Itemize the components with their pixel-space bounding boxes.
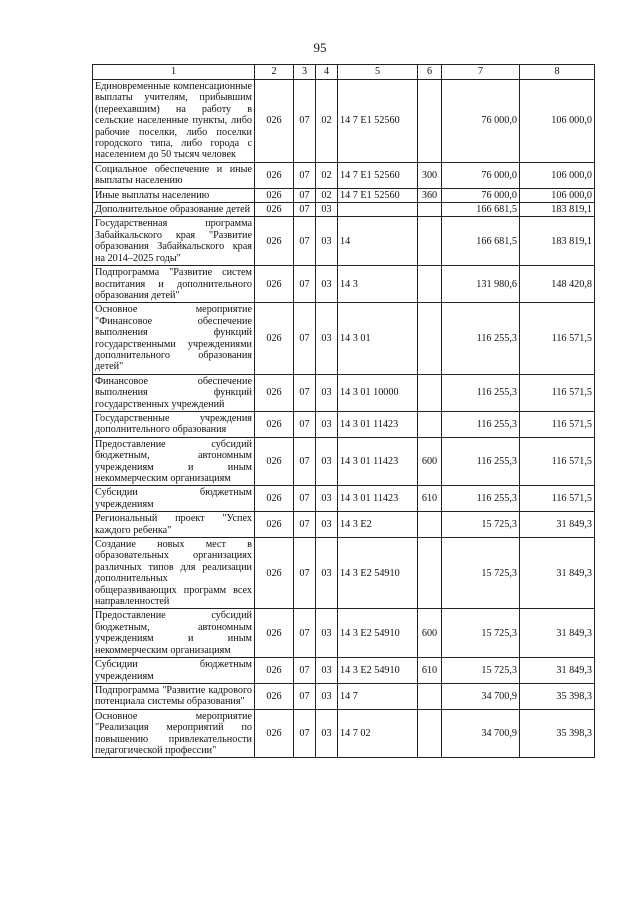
subsection-cell: 03	[316, 203, 338, 217]
subsection-cell: 03	[316, 538, 338, 609]
admin-code-cell: 026	[255, 437, 294, 486]
section-cell: 07	[294, 437, 316, 486]
amount-year-1-cell: 116 255,3	[442, 374, 520, 411]
section-cell: 07	[294, 374, 316, 411]
amount-year-1-cell: 166 681,5	[442, 217, 520, 266]
amount-year-1-cell: 15 725,3	[442, 609, 520, 658]
header-col-8: 8	[520, 65, 595, 80]
row-name-cell: Субсидии бюджетным учреждениям	[93, 486, 255, 512]
table-row	[93, 709, 595, 758]
target-article-cell: 14	[338, 217, 418, 266]
subsection-cell: 03	[316, 411, 338, 437]
subsection-cell: 03	[316, 609, 338, 658]
row-name-cell: Подпрограмма "Развитие систем воспитания и дополнительного образования детей"	[93, 266, 255, 303]
target-article-cell: 14 3 E2	[338, 512, 418, 538]
amount-year-2-cell: 35 398,3	[520, 709, 595, 758]
expense-type-cell	[418, 709, 442, 758]
amount-year-2-cell: 116 571,5	[520, 374, 595, 411]
amount-year-2-cell: 116 571,5	[520, 411, 595, 437]
section-cell: 07	[294, 303, 316, 374]
section-cell: 07	[294, 217, 316, 266]
table-row	[93, 411, 595, 437]
amount-year-1-cell: 131 980,6	[442, 266, 520, 303]
expense-type-cell	[418, 374, 442, 411]
target-article-cell: 14 7	[338, 683, 418, 709]
section-cell: 07	[294, 486, 316, 512]
row-name-cell: Финансовое обеспечение выполнения функций государственных учреждений	[93, 374, 255, 411]
subsection-cell: 02	[316, 162, 338, 188]
amount-year-1-cell: 166 681,5	[442, 203, 520, 217]
section-cell: 07	[294, 609, 316, 658]
table-body	[93, 80, 595, 758]
expense-type-cell	[418, 411, 442, 437]
target-article-cell: 14 3 01 11423	[338, 437, 418, 486]
expense-type-cell	[418, 217, 442, 266]
expense-type-cell: 610	[418, 486, 442, 512]
amount-year-2-cell: 31 849,3	[520, 609, 595, 658]
amount-year-1-cell: 15 725,3	[442, 658, 520, 684]
table-row	[93, 683, 595, 709]
section-cell: 07	[294, 266, 316, 303]
amount-year-1-cell: 34 700,9	[442, 683, 520, 709]
amount-year-1-cell: 116 255,3	[442, 486, 520, 512]
section-cell: 07	[294, 658, 316, 684]
expense-type-cell: 360	[418, 188, 442, 202]
expense-type-cell: 600	[418, 609, 442, 658]
amount-year-2-cell: 116 571,5	[520, 303, 595, 374]
amount-year-1-cell: 34 700,9	[442, 709, 520, 758]
amount-year-2-cell: 31 849,3	[520, 658, 595, 684]
section-cell: 07	[294, 709, 316, 758]
amount-year-2-cell: 35 398,3	[520, 683, 595, 709]
amount-year-2-cell: 148 420,8	[520, 266, 595, 303]
expense-type-cell: 610	[418, 658, 442, 684]
table-row	[93, 162, 595, 188]
header-col-2: 2	[255, 65, 294, 80]
header-col-5: 5	[338, 65, 418, 80]
admin-code-cell: 026	[255, 203, 294, 217]
table-row	[93, 80, 595, 163]
amount-year-1-cell: 116 255,3	[442, 411, 520, 437]
amount-year-2-cell: 106 000,0	[520, 188, 595, 202]
expense-type-cell: 300	[418, 162, 442, 188]
subsection-cell: 02	[316, 80, 338, 163]
amount-year-2-cell: 116 571,5	[520, 486, 595, 512]
admin-code-cell: 026	[255, 538, 294, 609]
amount-year-1-cell: 76 000,0	[442, 162, 520, 188]
target-article-cell: 14 3 E2 54910	[338, 609, 418, 658]
subsection-cell: 03	[316, 683, 338, 709]
subsection-cell: 03	[316, 437, 338, 486]
expense-type-cell	[418, 80, 442, 163]
target-article-cell: 14 7 E1 52560	[338, 188, 418, 202]
section-cell: 07	[294, 683, 316, 709]
table-row	[93, 266, 595, 303]
amount-year-1-cell: 76 000,0	[442, 188, 520, 202]
target-article-cell: 14 3	[338, 266, 418, 303]
table-row	[93, 303, 595, 374]
header-col-1: 1	[93, 65, 255, 80]
page-number: 95	[313, 40, 327, 55]
table-row	[93, 538, 595, 609]
row-name-cell: Подпрограмма "Развитие кадрового потенциала системы образования"	[93, 683, 255, 709]
row-name-cell: Иные выплаты населению	[93, 188, 255, 202]
budget-table	[92, 64, 595, 758]
expense-type-cell: 600	[418, 437, 442, 486]
subsection-cell: 03	[316, 512, 338, 538]
expense-type-cell	[418, 303, 442, 374]
section-cell: 07	[294, 203, 316, 217]
subsection-cell: 03	[316, 658, 338, 684]
target-article-cell: 14 3 01 11423	[338, 411, 418, 437]
expense-type-cell	[418, 538, 442, 609]
subsection-cell: 03	[316, 374, 338, 411]
table-row	[93, 374, 595, 411]
expense-type-cell	[418, 266, 442, 303]
section-cell: 07	[294, 188, 316, 202]
section-cell: 07	[294, 80, 316, 163]
target-article-cell: 14 7 E1 52560	[338, 162, 418, 188]
amount-year-2-cell: 116 571,5	[520, 437, 595, 486]
admin-code-cell: 026	[255, 486, 294, 512]
amount-year-2-cell: 106 000,0	[520, 162, 595, 188]
amount-year-1-cell: 116 255,3	[442, 303, 520, 374]
section-cell: 07	[294, 538, 316, 609]
row-name-cell: Единовременные компенсационные выплаты учителям, прибывшим (переехавшим) на работу в сельские населенные пункты, либо рабочие поселки, либо поселки городского типа, либо города с населением до 50 тысяч человек	[93, 80, 255, 163]
target-article-cell: 14 3 E2 54910	[338, 538, 418, 609]
section-cell: 07	[294, 411, 316, 437]
admin-code-cell: 026	[255, 188, 294, 202]
amount-year-2-cell: 183 819,1	[520, 217, 595, 266]
table-header-row	[93, 65, 595, 80]
header-col-4: 4	[316, 65, 338, 80]
admin-code-cell: 026	[255, 609, 294, 658]
admin-code-cell: 026	[255, 303, 294, 374]
expense-type-cell	[418, 683, 442, 709]
admin-code-cell: 026	[255, 512, 294, 538]
subsection-cell: 02	[316, 188, 338, 202]
admin-code-cell: 026	[255, 658, 294, 684]
target-article-cell	[338, 203, 418, 217]
admin-code-cell: 026	[255, 374, 294, 411]
subsection-cell: 03	[316, 266, 338, 303]
amount-year-1-cell: 15 725,3	[442, 538, 520, 609]
row-name-cell: Создание новых мест в образовательных организациях различных типов для реализации дополнительных общеразвивающих программ всех направленностей	[93, 538, 255, 609]
table-row	[93, 512, 595, 538]
admin-code-cell: 026	[255, 162, 294, 188]
row-name-cell: Дополнительное образование детей	[93, 203, 255, 217]
amount-year-2-cell: 106 000,0	[520, 80, 595, 163]
amount-year-1-cell: 116 255,3	[442, 437, 520, 486]
table-row	[93, 658, 595, 684]
subsection-cell: 03	[316, 709, 338, 758]
admin-code-cell: 026	[255, 709, 294, 758]
row-name-cell: Предоставление субсидий бюджетным, автономным учреждениям и иным некоммерческим организациям	[93, 437, 255, 486]
row-name-cell: Субсидии бюджетным учреждениям	[93, 658, 255, 684]
subsection-cell: 03	[316, 486, 338, 512]
row-name-cell: Региональный проект "Успех каждого ребенка"	[93, 512, 255, 538]
table-row	[93, 217, 595, 266]
expense-type-cell	[418, 203, 442, 217]
row-name-cell: Государственные учреждения дополнительного образования	[93, 411, 255, 437]
target-article-cell: 14 3 01	[338, 303, 418, 374]
table-row	[93, 188, 595, 202]
table-row	[93, 203, 595, 217]
target-article-cell: 14 7 02	[338, 709, 418, 758]
target-article-cell: 14 7 E1 52560	[338, 80, 418, 163]
admin-code-cell: 026	[255, 683, 294, 709]
admin-code-cell: 026	[255, 217, 294, 266]
row-name-cell: Социальное обеспечение и иные выплаты населению	[93, 162, 255, 188]
subsection-cell: 03	[316, 303, 338, 374]
subsection-cell: 03	[316, 217, 338, 266]
table-row	[93, 486, 595, 512]
target-article-cell: 14 3 01 10000	[338, 374, 418, 411]
admin-code-cell: 026	[255, 411, 294, 437]
target-article-cell: 14 3 E2 54910	[338, 658, 418, 684]
admin-code-cell: 026	[255, 80, 294, 163]
expense-type-cell	[418, 512, 442, 538]
amount-year-1-cell: 15 725,3	[442, 512, 520, 538]
table-row	[93, 437, 595, 486]
amount-year-2-cell: 31 849,3	[520, 538, 595, 609]
row-name-cell: Основное мероприятие "Реализация мероприятий по повышению привлекательности педагогической профессии"	[93, 709, 255, 758]
amount-year-1-cell: 76 000,0	[442, 80, 520, 163]
header-col-7: 7	[442, 65, 520, 80]
table-row	[93, 609, 595, 658]
header-col-3: 3	[294, 65, 316, 80]
admin-code-cell: 026	[255, 266, 294, 303]
row-name-cell: Государственная программа Забайкальского края "Развитие образования Забайкальского края на 2014–2025 годы"	[93, 217, 255, 266]
target-article-cell: 14 3 01 11423	[338, 486, 418, 512]
amount-year-2-cell: 183 819,1	[520, 203, 595, 217]
amount-year-2-cell: 31 849,3	[520, 512, 595, 538]
section-cell: 07	[294, 512, 316, 538]
section-cell: 07	[294, 162, 316, 188]
row-name-cell: Основное мероприятие "Финансовое обеспечение выполнения функций государственными учреждениями дополнительного образования детей"	[93, 303, 255, 374]
row-name-cell: Предоставление субсидий бюджетным, автономным учреждениям и иным некоммерческим организациям	[93, 609, 255, 658]
header-col-6: 6	[418, 65, 442, 80]
